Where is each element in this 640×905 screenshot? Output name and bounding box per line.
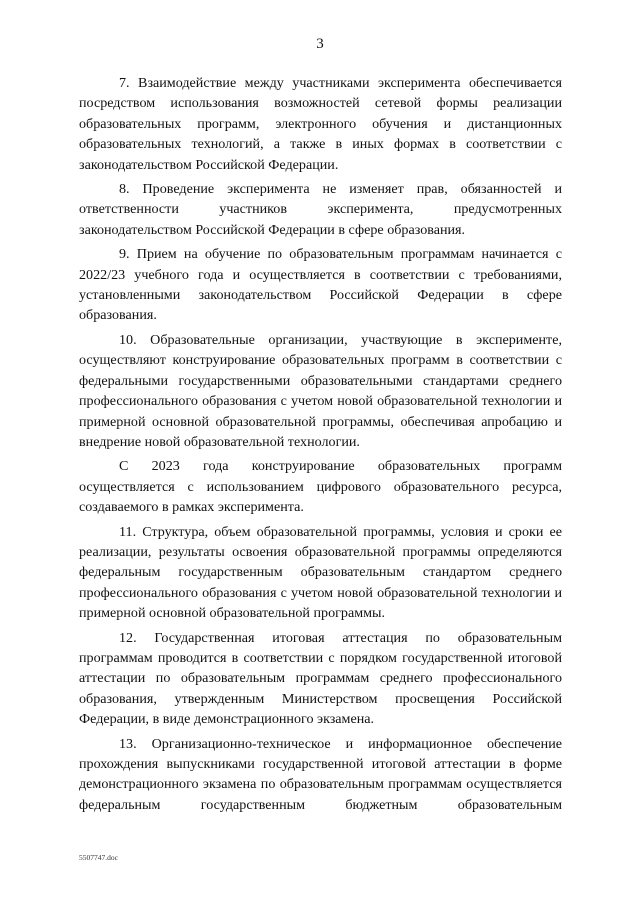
paragraph-10-continued: С 2023 года конструирование образовательных программ осуществляется с использованием цифрового образовательного ресурса, создаваемого в рамках эксперимента.	[79, 458, 562, 516]
document-filename: 5507747.doc	[79, 853, 118, 862]
document-body	[79, 73, 562, 819]
paragraph-7: 7. Взаимодействие между участниками эксперимента обеспечивается посредством использования возможностей сетевой формы реализации образовательных программ, электронного обучения и дистанционных образовательных технологий, а также в иных формах в соответствии с законодательством Российской Федерации.	[79, 75, 562, 173]
page-number: 3	[316, 36, 324, 52]
paragraph-12: 12. Государственная итоговая аттестация по образовательным программам проводится в соответствии с порядком государственной итоговой аттестации по образовательным программам среднего профессионального образования, утвержденным Министерством просвещения Российской Федерации, в виде демонстрационного экзамена.	[79, 629, 562, 728]
paragraph-10: 10. Образовательные организации, участвующие в эксперименте, осуществляют конструирование образовательных программ в соответствии с федеральными государственными образовательными стандартами среднего профессионального образования с учетом новой образовательной технологии и примерной основной образовательной программы, обеспечивая апробацию и внедрение новой образовательной технологии.	[79, 331, 562, 450]
paragraph-11: 11. Структура, объем образовательной программы, условия и сроки ее реализации, результаты освоения образовательной программы определяются федеральным государственным образовательным стандартом среднего профессионального образования с учетом новой образовательной технологии и примерной основной образовательной программы.	[79, 523, 562, 622]
paragraph-9: 9. Прием на обучение по образовательным программам начинается с 2022/23 учебного года и осуществляется в соответствии с требованиями, установленными законодательством Российской Федерации в сфере образования.	[79, 246, 562, 324]
paragraph-8: 8. Проведение эксперимента не изменяет прав, обязанностей и ответственности участников эксперимента, предусмотренных законодательством Российской Федерации в сфере образования.	[79, 181, 562, 238]
paragraph-13: 13. Организационно-техническое и информационное обеспечение прохождения выпускниками государственной итоговой аттестации в форме демонстрационного экзамена по образовательным программам осуществляется федеральным государственным бюджетным образовательным	[79, 735, 562, 813]
